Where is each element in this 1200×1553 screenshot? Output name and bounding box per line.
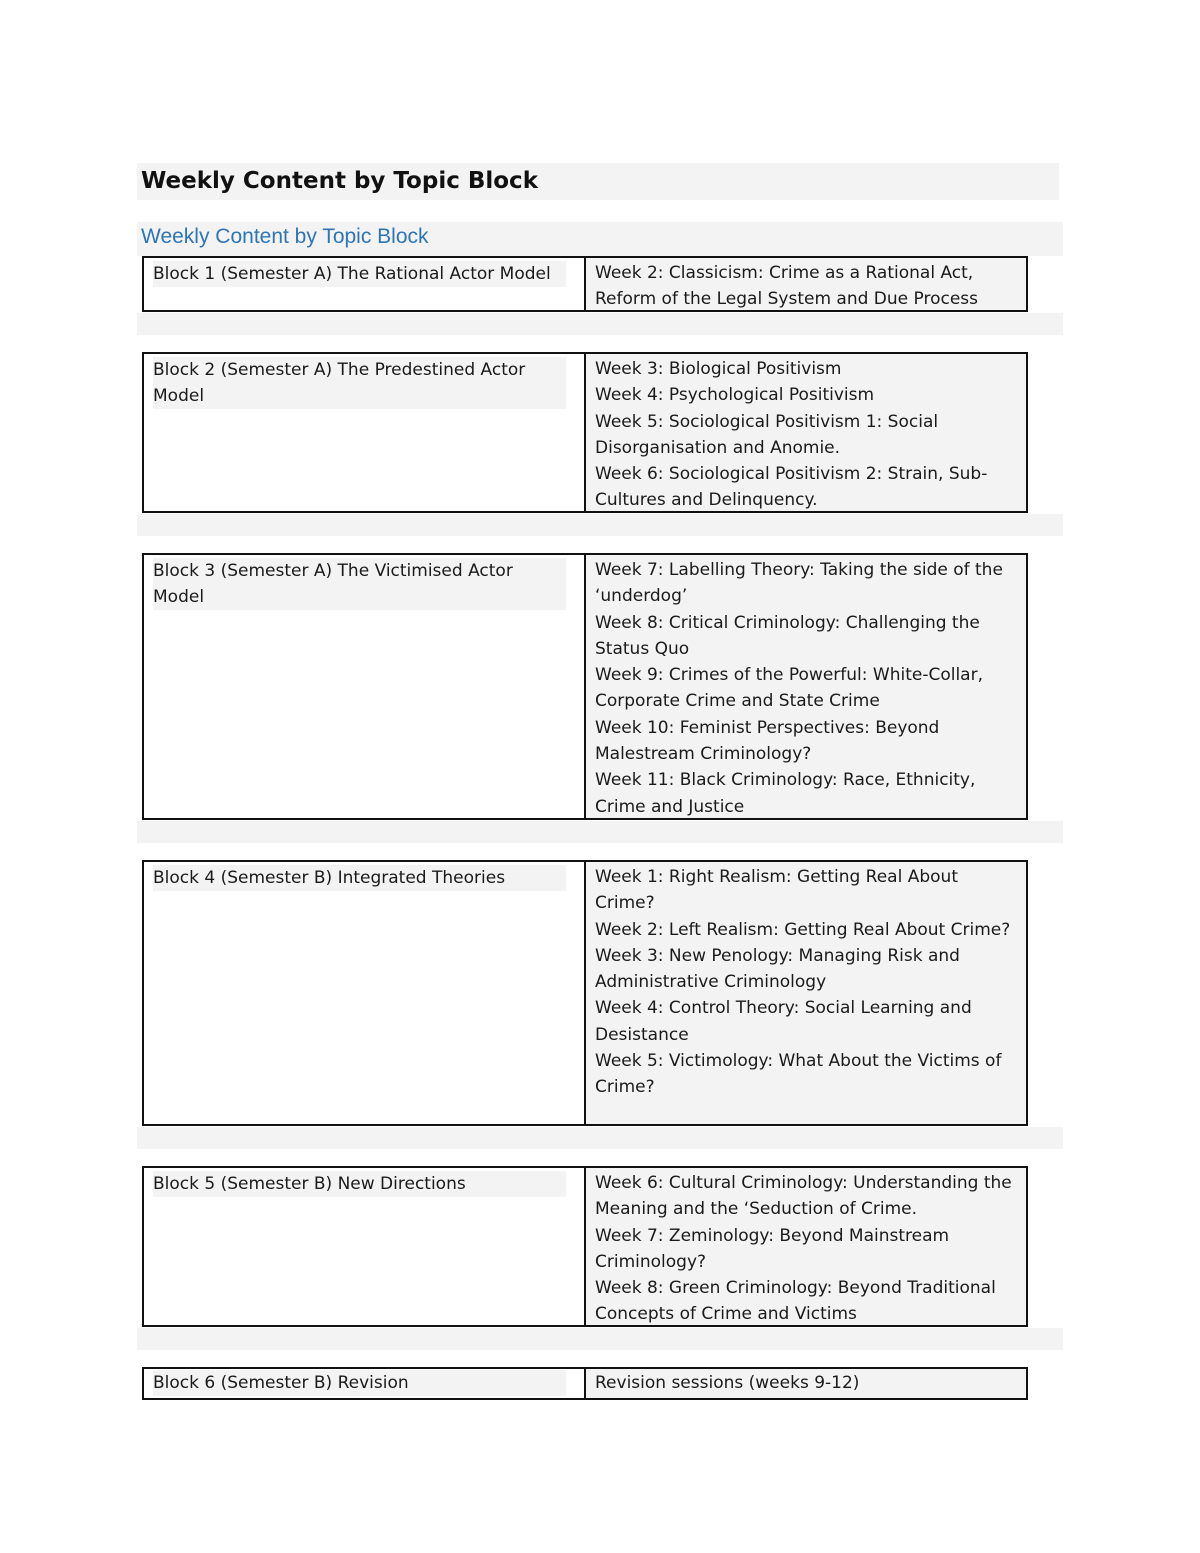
week-item: Week 6: Sociological Positivism 2: Strain, Sub-Cultures and Delinquency. [595,464,988,511]
week-item: Week 2: Classicism: Crime as a Rational Act, Reform of the Legal System and Due Process [595,263,979,310]
week-item: Week 8: Green Criminology: Beyond Traditional Concepts of Crime and Victims [595,1278,996,1325]
block-label-cell [144,1369,586,1398]
week-item: Week 3: New Penology: Managing Risk and Administrative Criminology [595,945,960,993]
week-item: Week 7: Labelling Theory: Taking the side of the ‘underdog’ [595,560,1003,607]
block-label: Block 1 (Semester A) The Rational Actor Model [153,261,566,287]
block-weeks-cell [586,354,1026,511]
topic-block-6 [142,1367,1028,1400]
week-item: Week 1: Right Realism: Getting Real About Crime? [595,867,958,914]
block-weeks-cell [586,555,1026,818]
separator-band [137,1328,1063,1350]
block-label: Block 5 (Semester B) New Directions [153,1171,566,1197]
topic-block-1 [142,256,1028,312]
week-item: Week 4: Control Theory: Social Learning and Desistance [595,998,972,1045]
block-label: Block 6 (Semester B) Revision [153,1370,566,1396]
block-weeks-cell [586,1168,1026,1325]
block-label-cell [144,258,586,310]
week-item: Week 11: Black Criminology: Race, Ethnicity, Crime and Justice [595,770,976,817]
topic-block-5 [142,1166,1028,1327]
week-item: Week 7: Zeminology: Beyond Mainstream Criminology? [595,1225,950,1272]
block-label: Block 4 (Semester B) Integrated Theories [153,865,566,891]
separator-band [137,1127,1063,1149]
week-item: Week 5: Victimology: What About the Victims of Crime? [595,1051,1002,1098]
block-weeks-cell [586,862,1026,1124]
week-item: Revision sessions (weeks 9-12) [595,1373,860,1393]
separator-band [137,514,1063,536]
page-title: Weekly Content by Topic Block [137,163,1059,200]
block-label-cell [144,862,586,1124]
section-heading: Weekly Content by Topic Block [137,222,1063,256]
week-item: Week 2: Left Realism: Getting Real About Crime? [595,919,1011,940]
week-item: Week 8: Critical Criminology: Challenging the Status Quo [595,612,980,659]
separator-band [137,313,1063,335]
separator-band [137,821,1063,843]
block-label: Block 3 (Semester A) The Victimised Actor Model [153,558,566,610]
block-label: Block 2 (Semester A) The Predestined Actor Model [153,357,566,409]
week-item: Week 10: Feminist Perspectives: Beyond Malestream Criminology? [595,717,940,765]
topic-block-2 [142,352,1028,513]
block-weeks-cell [586,258,1026,310]
week-item: Week 5: Sociological Positivism 1: Social Disorganisation and Anomie. [595,411,939,458]
topic-block-3 [142,553,1028,820]
week-item: Week 3: Biological Positivism [595,359,842,379]
block-label-cell [144,354,586,511]
block-weeks-cell [586,1369,1026,1398]
topic-block-4 [142,860,1028,1126]
block-label-cell [144,1168,586,1325]
week-item: Week 6: Cultural Criminology: Understanding the Meaning and the ‘Seduction of Crime. [595,1173,1012,1220]
week-item: Week 9: Crimes of the Powerful: White-Collar, Corporate Crime and State Crime [595,665,983,712]
week-item: Week 4: Psychological Positivism [595,385,875,406]
block-label-cell [144,555,586,818]
